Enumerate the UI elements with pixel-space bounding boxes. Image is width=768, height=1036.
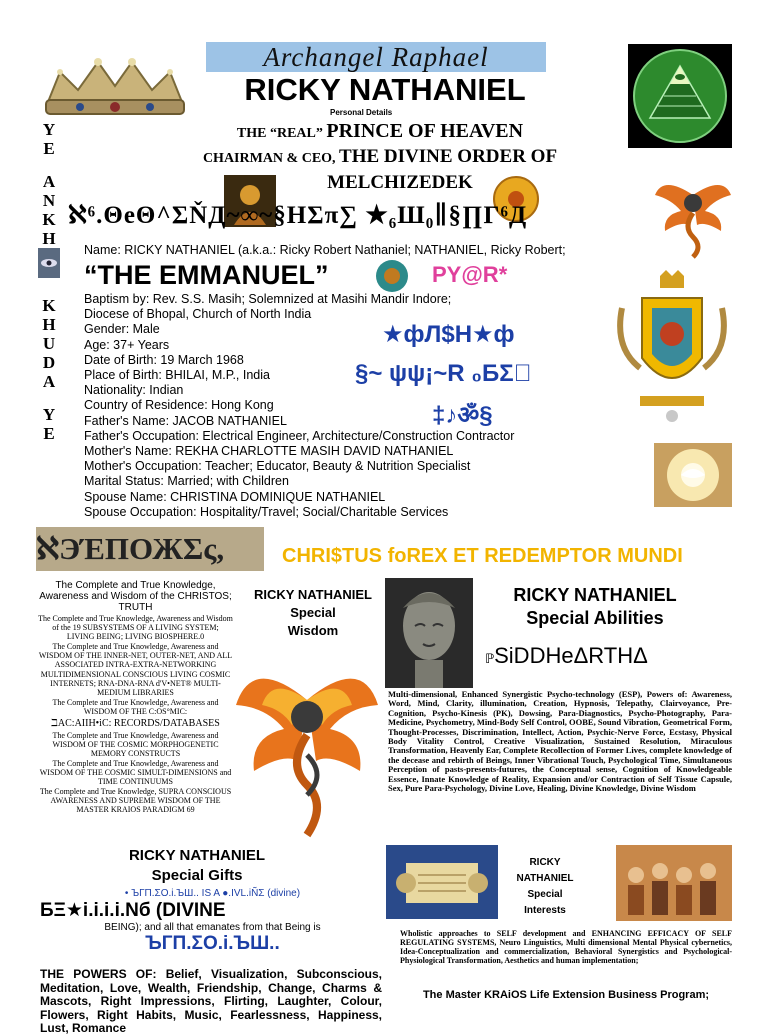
symbol-row-3: ‡♪ॐ§ bbox=[432, 402, 493, 429]
detail-line: Marital Status: Married; with Children bbox=[84, 474, 289, 489]
eye-icon bbox=[38, 248, 60, 282]
vertical-letter: U bbox=[42, 334, 56, 353]
vertical-letter: N bbox=[42, 191, 56, 210]
chairman-title-main: THE DIVINE ORDER OF bbox=[339, 146, 558, 167]
personal-details-list bbox=[84, 292, 644, 520]
gifts-title: Special Gifts bbox=[151, 867, 243, 884]
phoenix-icon bbox=[653, 165, 733, 260]
vertical-letter: D bbox=[42, 353, 56, 372]
special-gifts-heading bbox=[92, 846, 302, 886]
gifts-name: RICKY NATHANIEL bbox=[128, 847, 266, 864]
wisdom-line2: Wisdom bbox=[287, 623, 339, 638]
interests-line2: Interests bbox=[524, 905, 566, 916]
pyar-text: PY@R* bbox=[432, 262, 508, 287]
name-line: Name: RICKY NATHANIEL (a.k.a.: Ricky Robert Nathaniel; NATHANIEL, Ricky Robert; bbox=[84, 243, 566, 257]
christos-item: The Complete and True Knowledge, Awareness and WISDOM OF THE INNER-NET, OUTER-NET, AND ALL ASSOCIATED INTRA-EXTRA-NETWORKING bbox=[38, 642, 233, 669]
special-wisdom-heading bbox=[248, 586, 378, 640]
chairman-title bbox=[130, 146, 630, 168]
special-abilities-heading bbox=[490, 584, 700, 630]
powers-text: THE POWERS OF: Belief, Visualization, Subconscious, Meditation, Love, Wealth, Friendship, Change, Charms & Mascots, Right Impressions, Flirting, Laughter, Colour, Flowers, Right Habits, Music, Fearlessness, Happiness, Lust, Romance bbox=[40, 967, 382, 1035]
detail-line: Spouse Occupation: Hospitality/Travel; Social/Charitable Services bbox=[84, 504, 449, 519]
vertical-letter: H bbox=[42, 229, 56, 248]
christos-item: MULTIDIMENSIONAL CONSCIOUS LIVING COSMIC INTERNETS; RNA-DNA-RNA d'V•NET® MULTI-MEDIUM LIBRARIES bbox=[40, 670, 231, 697]
christos-heading: The Complete and True Knowledge, Awareness and Wisdom of the CHRISTOS; TRUTH bbox=[39, 580, 232, 613]
crown-icon bbox=[40, 50, 190, 120]
melchizedek-title: MELCHIZEDEK bbox=[327, 172, 473, 193]
prince-title-pre: THE “REAL” bbox=[236, 126, 327, 141]
abilities-name: RICKY NATHANIEL bbox=[513, 585, 677, 605]
christus-heading: CHRI$TUS foREX ET REDEMPTOR MUNDI bbox=[282, 545, 683, 567]
detail-line: Age: 37+ Years bbox=[84, 337, 170, 352]
vertical-letters-column bbox=[38, 120, 60, 443]
kraios-program-text: The Master KRAiOS Life Extension Business Program; bbox=[422, 989, 710, 1001]
christos-item: ℶAC:AIIH•iC: RECORDS/DATABASES bbox=[51, 718, 220, 729]
christos-item: The Complete and True Knowledge, SUPRA CONSCIOUS AWARENESS AND SUPREME WISDOM OF THE MASTER KRAIOS PARADIGM 69 bbox=[39, 787, 232, 814]
holy-spirit-dove-icon bbox=[654, 443, 732, 507]
lotus-icon bbox=[372, 258, 412, 294]
symbol-row-2: §~ ψψ¡~R ₀БΣ⃞ bbox=[355, 360, 532, 387]
detail-line: Place of Birth: BHILAI, M.P., India bbox=[84, 368, 270, 383]
detail-line: Spouse Name: CHRISTINA DOMINIQUE NATHANIEL bbox=[84, 489, 386, 504]
scroll-illustration-icon bbox=[386, 845, 498, 919]
christos-item: The Complete and True Knowledge, Awareness and WISDOM OF THE COSMIC SIMULT-DIMENSIONS and TIME CONTINUUMS bbox=[39, 759, 232, 786]
vertical-letter: A bbox=[42, 172, 56, 191]
personal-details-label: Personal Details bbox=[330, 108, 393, 117]
vertical-letter: K bbox=[42, 210, 56, 229]
greek-glyph-band: ℵЭΈΠОЖΣς, bbox=[36, 527, 264, 571]
christos-item: The Complete and True Knowledge, Awareness and WISDOM OF THE C:OS°MIC: bbox=[52, 698, 219, 716]
detail-line: Mother's Occupation: Teacher; Educator, Beauty & Nutrition Specialist bbox=[84, 459, 471, 474]
detail-line: Gender: Male bbox=[84, 322, 160, 337]
abilities-description: Multi-dimensional, Enhanced Synergistic Psycho-technology (ESP), Powers of: Awareness, Word, Mind, Clarity, illumination, Creation, Hypnosis, Telepathy, Clairvoyance, Pre-Cognition, Psycho-Kinesis (PK), Dowsing, Para-Diagnostics, Psycho-Photography, Para-Medicine, Psychometry, Mind-Body Self Control, OOBE, Sound Vibration, Geometrical Form, Thought-Processes, Discrimination, Intellect, Action, Psychic-Nerve Force, Ecstasy, Physical Body Vitality Control, Creative Visualization, Sustained Resolution, Miraculous Transformation, Heavenly Ear, Complete Recollection of Former Lives, complete knowledge of the decease and rebirth of Beings, Inner Vibrational Touch, Psychological Time, Simultaneous Perception of pasts-presents-futures, the Conceptual sense, Cognition of Knowledgeable Essence, Innate Knowledge of Reality, Expansion and/or Contraction of Self Tissue Capsule, Sex, Pure Para-Psychology, Divine Love, Healing, Divine Knowledge, Divine Wisdom bbox=[388, 689, 732, 794]
detail-line: Diocese of Bhopal, Church of North India bbox=[84, 307, 312, 322]
abilities-title: Special Abilities bbox=[526, 608, 664, 628]
christos-knowledge-list bbox=[38, 580, 233, 814]
pyramid-eye-seal-icon bbox=[628, 44, 732, 148]
coat-of-arms-icon bbox=[612, 268, 732, 428]
detail-line: Baptism by: Rev. S.S. Masih; Solemnized at Masihi Mandir Indore; bbox=[84, 292, 452, 306]
special-interests-heading bbox=[500, 855, 590, 919]
main-name-heading: RICKY NATHANIEL bbox=[244, 72, 526, 107]
siddh-main: SiDDHeΔRTHΔ bbox=[494, 643, 648, 668]
phoenix-large-icon bbox=[232, 645, 382, 840]
prince-title bbox=[170, 120, 590, 143]
detail-line: Nationality: Indian bbox=[84, 383, 184, 398]
siddh-small: ℙ bbox=[485, 651, 495, 666]
vertical-letter: E bbox=[43, 424, 55, 443]
gift-line1: • ЪГΠ.ΣO.i.ЪШ.. IS A ●.IVL.iÑΣ (divine) bbox=[124, 888, 301, 899]
emmanuel-heading: “THE EMMANUEL” bbox=[84, 260, 329, 290]
prince-title-main: PRINCE OF HEAVEN bbox=[326, 120, 524, 142]
detail-line: Father's Occupation: Electrical Engineer, Architecture/Construction Contractor bbox=[84, 428, 515, 443]
detail-line: Mother's Name: REKHA CHARLOTTE MASIH DAVID NATHANIEL bbox=[84, 444, 454, 459]
gifts-glyph-lines bbox=[40, 888, 385, 955]
siddhartha-text bbox=[485, 643, 648, 669]
detail-line: Date of Birth: 19 March 1968 bbox=[84, 352, 244, 367]
vertical-letter: Y bbox=[42, 405, 56, 424]
interests-line1: Special bbox=[527, 889, 563, 900]
buddha-portrait-icon bbox=[385, 578, 473, 688]
symbol-row-1: ★фЛ$H★ф bbox=[382, 321, 515, 348]
gift-line3: BEING); and all that emanates from that Being is bbox=[104, 922, 321, 933]
chairman-title-pre: CHAIRMAN & CEO, bbox=[202, 151, 340, 166]
vertical-letter: H bbox=[42, 315, 56, 334]
christos-item: The Complete and True Knowledge, Awareness and Wisdom of the 19 SUBSYSTEMS OF A LIVING SYSTEM; LIVING BEING; LIVING BIOSPHERE.0 bbox=[38, 614, 233, 641]
vertical-letter: E bbox=[43, 139, 55, 158]
wholistic-text: Wholistic approaches to SELF development and ENHANCING EFFICACY OF SELF REGULATING SYSTEMS, Neuro Linguistics, Multi dimensional Mental Physical cybernetics, Idea-Conceptualization and commercialization, Behavioral Synergistics and Psychological-Physiological Transformation, Aesthetics and human implementation; bbox=[400, 929, 732, 965]
christos-item: The Complete and True Knowledge, Awareness and WISDOM OF THE COSMIC MORPHOGENETIC MEMORY CONSTRUCTS bbox=[52, 731, 219, 758]
detail-line: Father's Name: JACOB NATHANIEL bbox=[84, 413, 287, 428]
vertical-letter: Y bbox=[42, 120, 56, 139]
gift-line4: ЪГΠ.ΣO.i.ЪШ.. bbox=[145, 933, 280, 954]
vertical-letter: K bbox=[42, 296, 56, 315]
wisdom-line1: Special bbox=[290, 605, 336, 620]
gift-line2: БΞ★i.i.i.i.Nб (DIVINE bbox=[40, 900, 226, 921]
interests-name: RICKY NATHANIEL bbox=[516, 857, 574, 884]
wisdom-name: RICKY NATHANIEL bbox=[254, 587, 372, 602]
glyph-row: ℵ⁶.ΘeΘ^ΣŇД~∞~§HΣπ∑ ★₆Ш₀∥§∏Γ⁶Д bbox=[68, 202, 528, 229]
archangel-banner: Archangel Raphael bbox=[206, 42, 546, 72]
detail-line: Country of Residence: Hong Kong bbox=[84, 398, 274, 413]
vertical-letter: A bbox=[42, 372, 56, 391]
fresco-icon bbox=[616, 845, 732, 921]
